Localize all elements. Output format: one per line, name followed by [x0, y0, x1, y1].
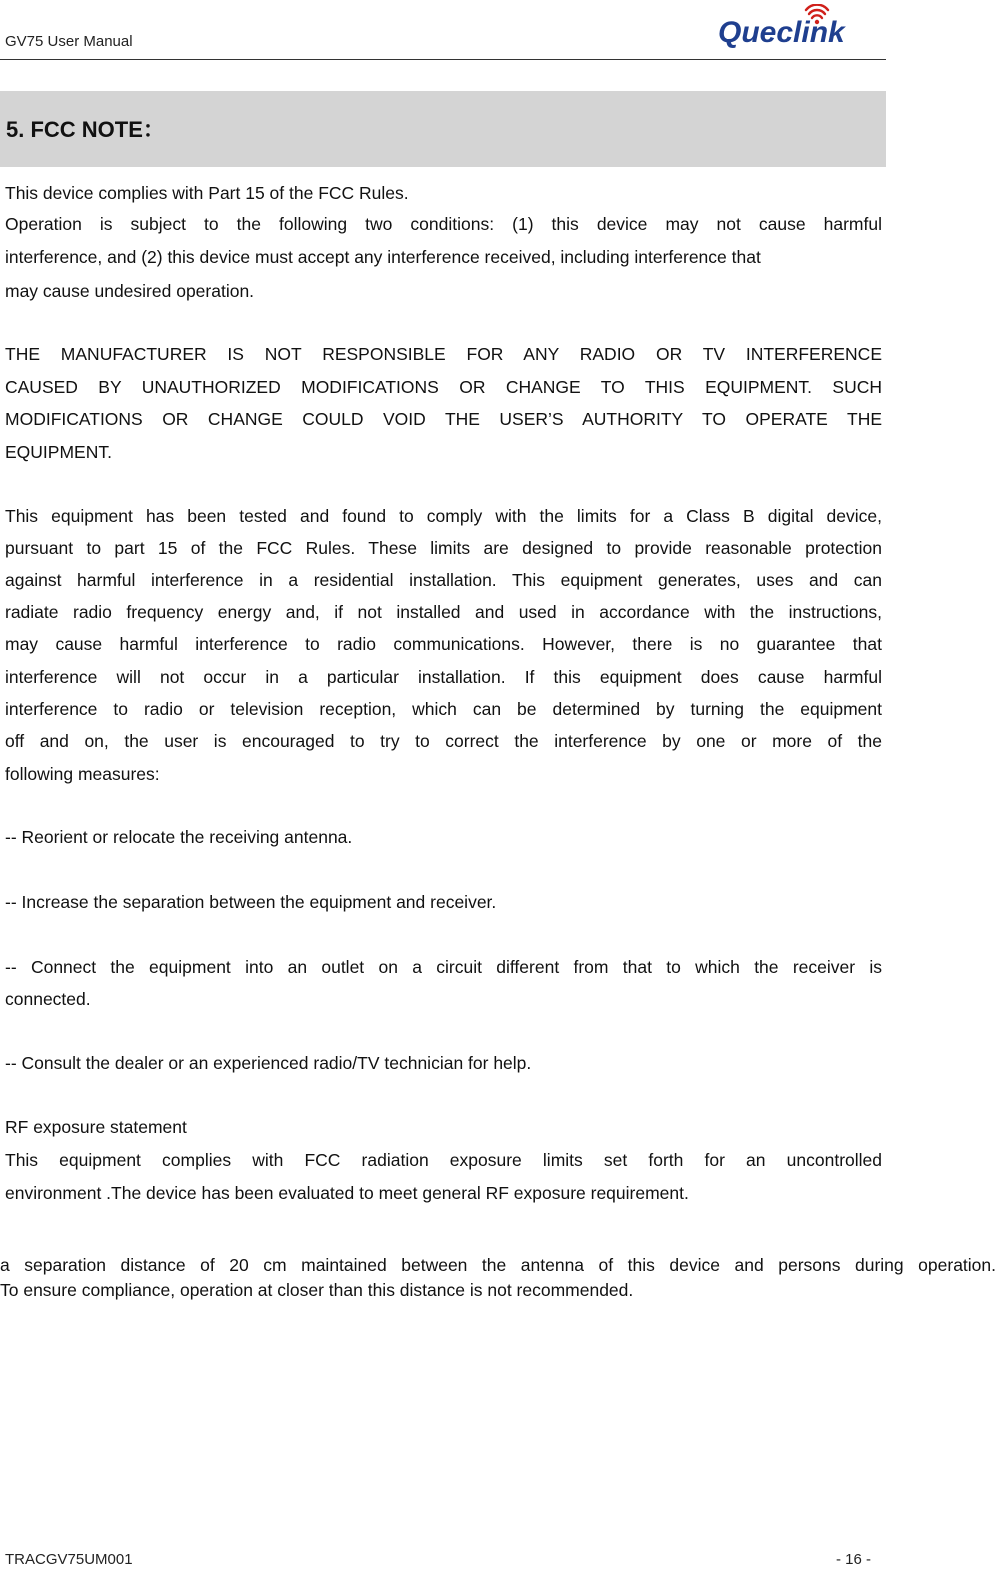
paragraph-line: against harmful interference in a residential installation. This equipment generates, uses and can: [5, 570, 882, 590]
measure-item: -- Increase the separation between the equipment and receiver.: [5, 892, 497, 912]
paragraph-line: interference, and (2) this device must accept any interference received, including interference that: [5, 247, 761, 267]
paragraph-line: interference to radio or television reception, which can be determined by turning the equipment: [5, 699, 882, 719]
svg-text:Queclink: Queclink: [718, 16, 845, 49]
paragraph-line: EQUIPMENT.: [5, 442, 112, 462]
extra-line: To ensure compliance, operation at closer than this distance is not recommended.: [0, 1280, 634, 1300]
measure-item: -- Consult the dealer or an experienced radio/TV technician for help.: [5, 1053, 532, 1073]
paragraph-line: CAUSED BY UNAUTHORIZED MODIFICATIONS OR CHANGE TO THIS EQUIPMENT. SUCH: [5, 377, 882, 397]
footer-page-number: - 16 -: [836, 1551, 872, 1568]
rf-heading: RF exposure statement: [5, 1117, 187, 1137]
header-rule: [0, 59, 886, 60]
measure-item: connected.: [5, 989, 91, 1009]
paragraph-line: MODIFICATIONS OR CHANGE COULD VOID THE USER’S AUTHORITY TO OPERATE THE: [5, 409, 882, 429]
paragraph-line: radiate radio frequency energy and, if not installed and used in accordance with the instructions,: [5, 602, 882, 622]
paragraph-line: This device complies with Part 15 of the FCC Rules.: [5, 183, 409, 203]
rf-line: environment .The device has been evaluated to meet general RF exposure requirement.: [5, 1183, 689, 1203]
footer-doc-code: TRACGV75UM001: [5, 1551, 133, 1568]
paragraph-line: pursuant to part 15 of the FCC Rules. These limits are designed to provide reasonable protection: [5, 538, 882, 558]
measure-item: -- Reorient or relocate the receiving antenna.: [5, 827, 353, 847]
paragraph-line: interference will not occur in a particular installation. If this equipment does cause harmful: [5, 667, 882, 687]
paragraph-line: THE MANUFACTURER IS NOT RESPONSIBLE FOR ANY RADIO OR TV INTERFERENCE: [5, 344, 882, 364]
queclink-logo: [716, 4, 861, 50]
extra-line: a separation distance of 20 cm maintained between the antenna of this device and persons during operation.: [0, 1255, 996, 1275]
paragraph-line: may cause undesired operation.: [5, 281, 255, 301]
paragraph-line: Operation is subject to the following two conditions: (1) this device may not cause harmful: [5, 214, 882, 234]
rf-line: This equipment complies with FCC radiation exposure limits set forth for an uncontrolled: [5, 1150, 882, 1170]
paragraph-line: This equipment has been tested and found to comply with the limits for a Class B digital device,: [5, 506, 882, 526]
paragraph-line: off and on, the user is encouraged to try to correct the interference by one or more of the: [5, 731, 882, 751]
measure-item: -- Connect the equipment into an outlet on a circuit different from that to which the receiver is: [5, 957, 882, 977]
paragraph-line: may cause harmful interference to radio communications. However, there is no guarantee that: [5, 634, 882, 654]
paragraph-line: following measures:: [5, 764, 160, 784]
section-title: 5. FCC NOTE：: [6, 117, 165, 142]
header-doc-title: GV75 User Manual: [5, 33, 133, 50]
